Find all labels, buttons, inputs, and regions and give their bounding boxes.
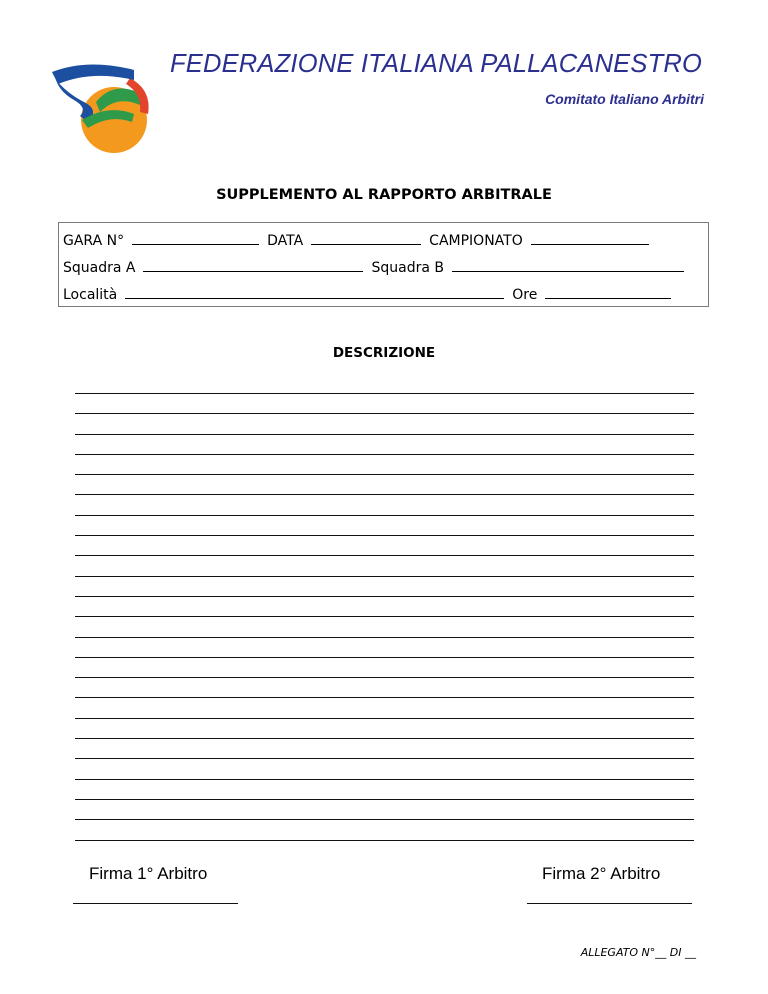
info-row-3	[63, 286, 679, 303]
second-referee-signature-line[interactable]	[527, 903, 692, 904]
fip-logo-icon	[48, 50, 160, 156]
description-line[interactable]	[75, 677, 694, 678]
ore-label: Ore	[512, 287, 538, 303]
squadra-a-field[interactable]	[143, 259, 363, 272]
squadra-b-label: Squadra B	[371, 260, 444, 276]
info-row-1	[63, 232, 657, 249]
description-line[interactable]	[75, 637, 694, 638]
first-referee-signature-line[interactable]	[73, 903, 238, 904]
description-lines[interactable]	[75, 393, 694, 860]
description-line[interactable]	[75, 738, 694, 739]
description-line[interactable]	[75, 697, 694, 698]
description-line[interactable]	[75, 779, 694, 780]
document-title: SUPPLEMENTO AL RAPPORTO ARBITRALE	[216, 187, 552, 203]
squadra-b-field[interactable]	[452, 259, 684, 272]
data-label: DATA	[267, 233, 304, 249]
description-line[interactable]	[75, 494, 694, 495]
description-line[interactable]	[75, 616, 694, 617]
second-referee-signature-label: Firma 2° Arbitro	[542, 864, 661, 883]
description-line[interactable]	[75, 393, 694, 394]
description-line[interactable]	[75, 657, 694, 658]
localita-label: Località	[63, 287, 118, 303]
gara-label: GARA N°	[63, 233, 125, 249]
organization-title: FEDERAZIONE ITALIANA PALLACANESTRO	[170, 50, 703, 78]
description-line[interactable]	[75, 474, 694, 475]
localita-field[interactable]	[125, 286, 504, 299]
description-line[interactable]	[75, 535, 694, 536]
data-field[interactable]	[311, 232, 421, 245]
description-line[interactable]	[75, 758, 694, 759]
description-line[interactable]	[75, 840, 694, 841]
info-row-2	[63, 259, 692, 276]
description-line[interactable]	[75, 515, 694, 516]
committee-subtitle: Comitato Italiano Arbitri	[545, 91, 704, 107]
description-title: DESCRIZIONE	[332, 345, 436, 361]
match-info-box	[58, 222, 709, 307]
ore-field[interactable]	[545, 286, 671, 299]
gara-field[interactable]	[132, 232, 259, 245]
first-referee-signature-label: Firma 1° Arbitro	[89, 864, 208, 883]
description-line[interactable]	[75, 555, 694, 556]
description-line[interactable]	[75, 819, 694, 820]
campionato-label: CAMPIONATO	[429, 233, 523, 249]
allegato-label: ALLEGATO N°__ DI __	[580, 946, 696, 959]
description-line[interactable]	[75, 799, 694, 800]
description-line[interactable]	[75, 576, 694, 577]
description-line[interactable]	[75, 596, 694, 597]
description-line[interactable]	[75, 718, 694, 719]
description-line[interactable]	[75, 413, 694, 414]
squadra-a-label: Squadra A	[63, 260, 136, 276]
description-line[interactable]	[75, 434, 694, 435]
campionato-field[interactable]	[531, 232, 649, 245]
description-line[interactable]	[75, 454, 694, 455]
